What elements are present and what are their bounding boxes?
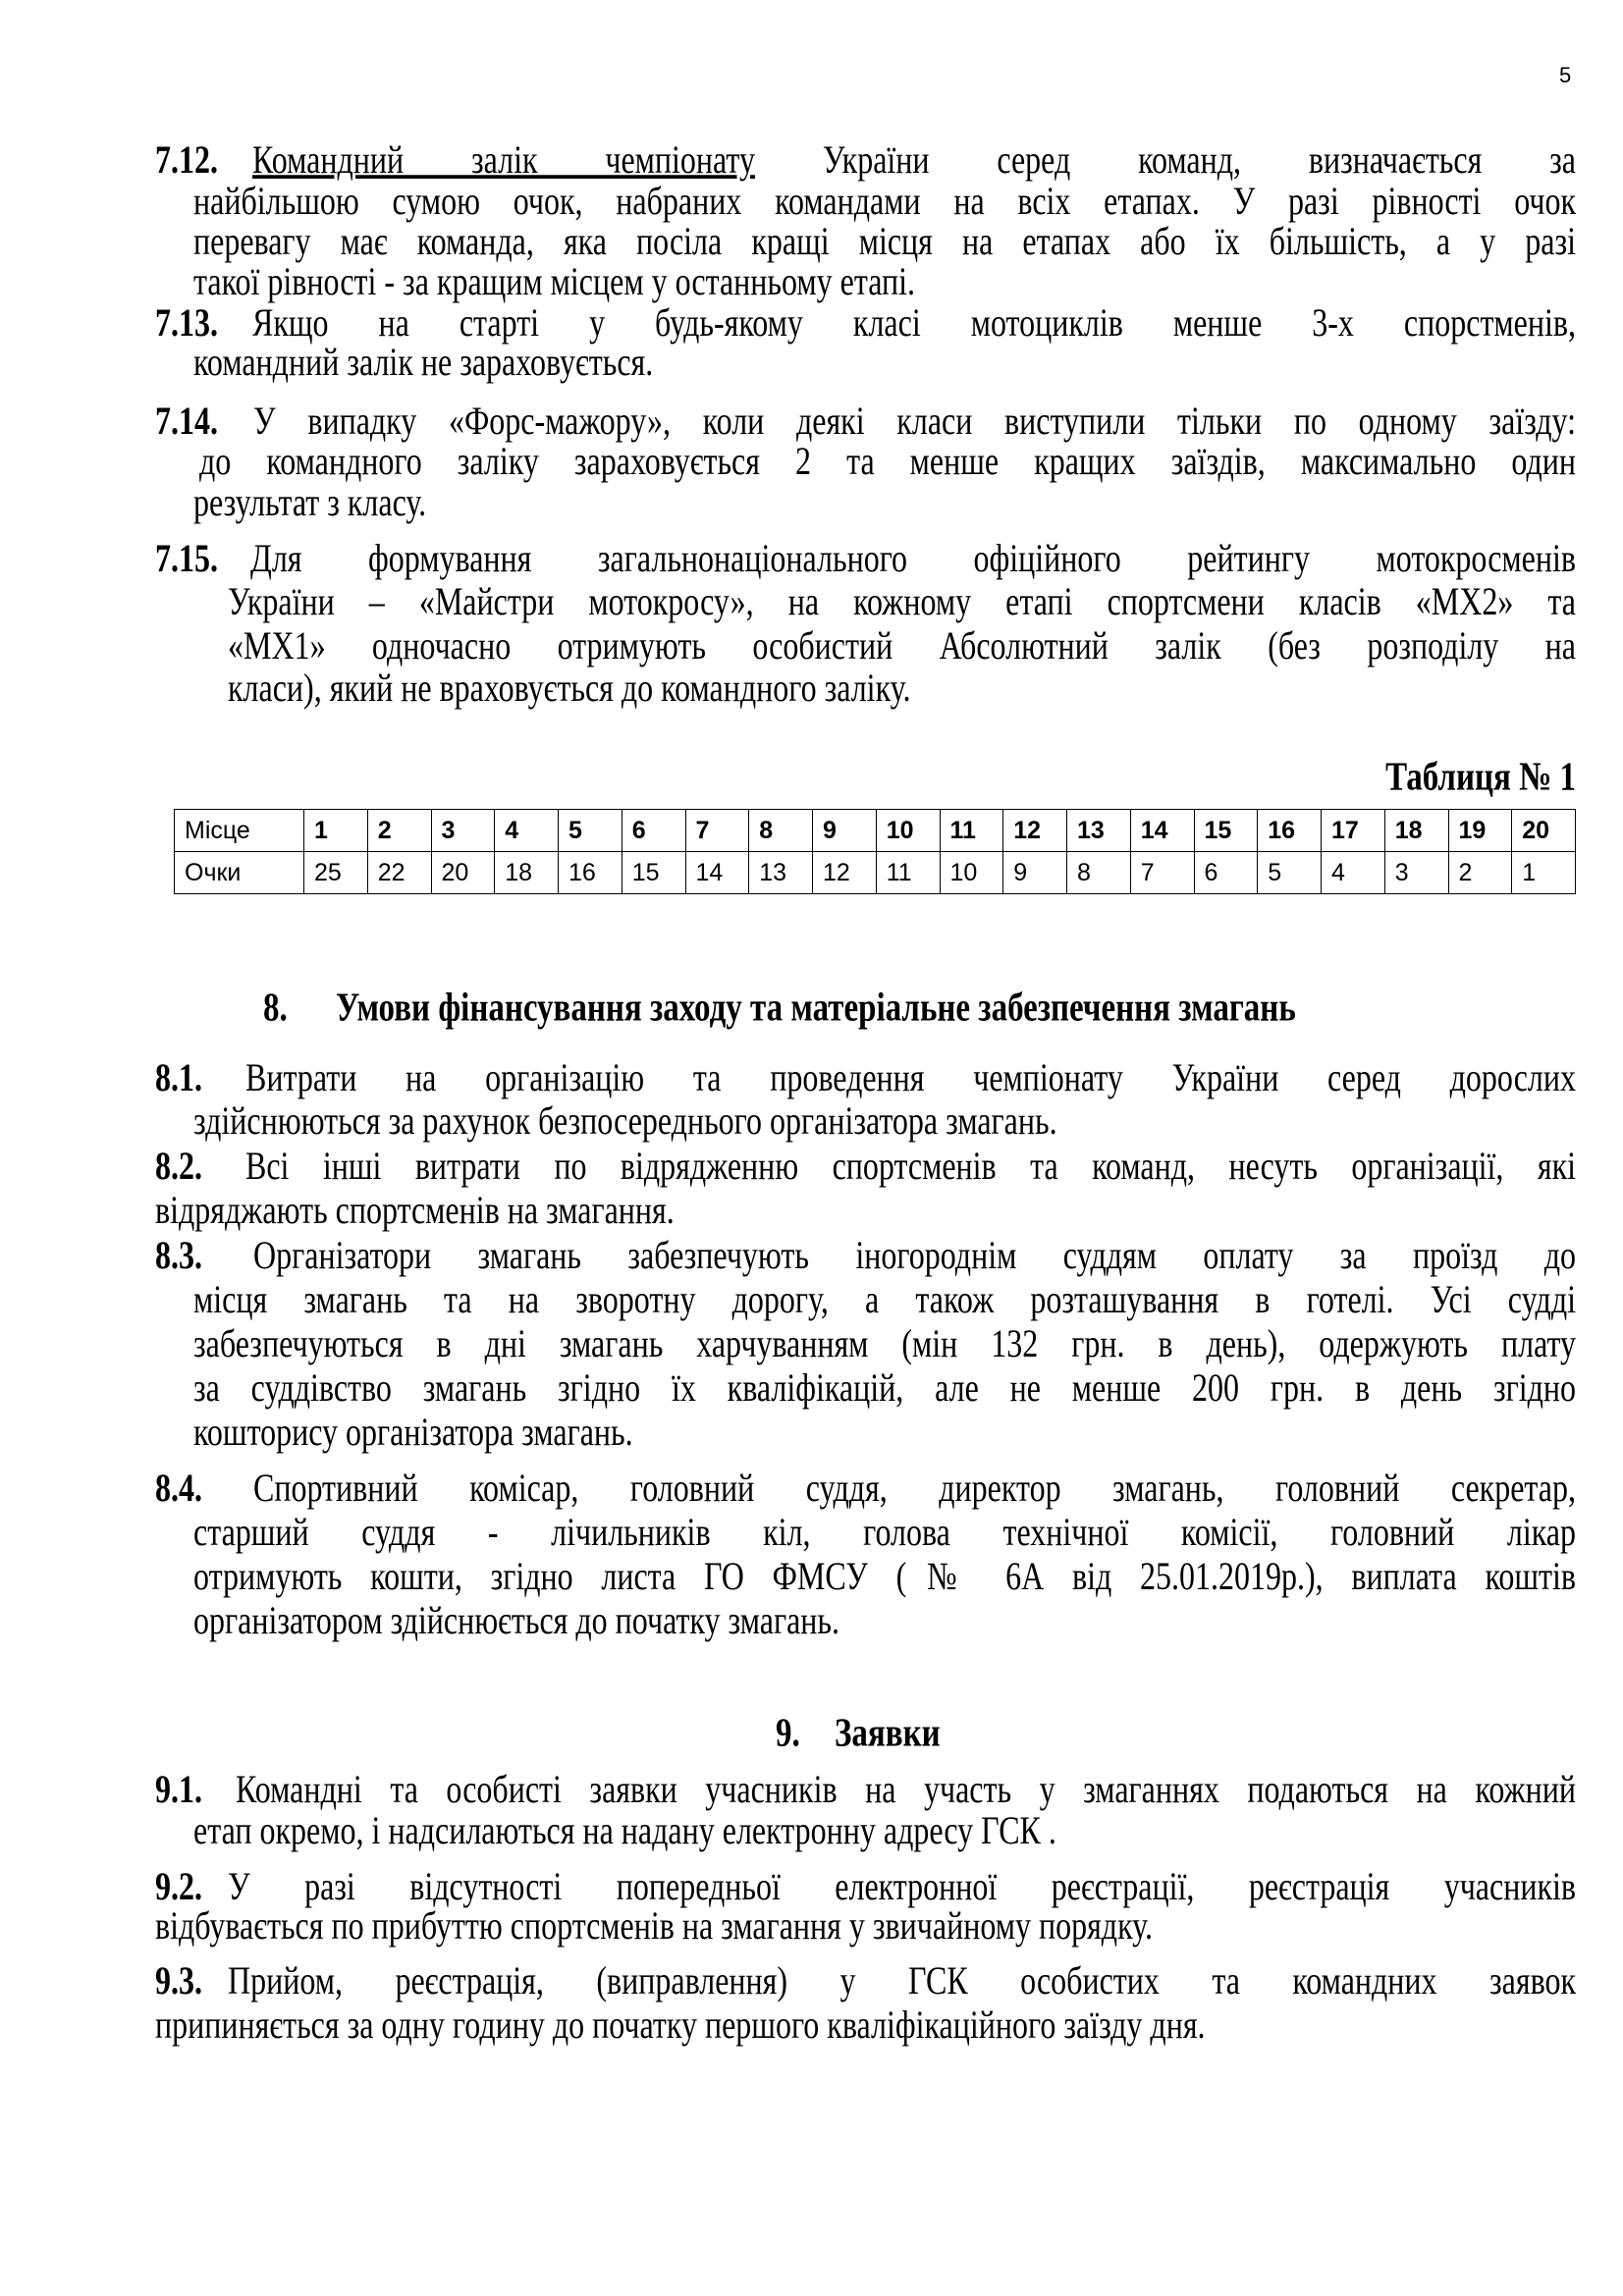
table-cell: 17 (1322, 810, 1385, 852)
section-9-heading: Заявки (835, 1711, 941, 1756)
clause-line: Спортивний комісар, головний суддя, директор змагань, головний секретар, (253, 1465, 1576, 1510)
underlined-term: Командний залік чемпіонату (252, 136, 755, 182)
table-cell: 1 (304, 810, 368, 852)
clause-number: 8.3. (155, 1232, 202, 1277)
table-cell: 15 (622, 852, 685, 894)
table-cell: 18 (1384, 810, 1448, 852)
table-cell: 4 (1322, 852, 1385, 894)
table-cell: 10 (876, 810, 940, 852)
table-cell: 7 (685, 810, 749, 852)
section-9-number: 9. (776, 1711, 800, 1756)
clause-line: Прийом, реєстрація, (виправлення) у ГСК особистих та командних заявок (228, 1957, 1576, 2002)
section-8-heading: Умови фінансування заходу та матеріальне забезпечення змагань (336, 986, 1296, 1031)
clause-line: У разі відсутності попередньої електронної реєстрації, реєстрація учасників (228, 1863, 1576, 1908)
clause-number: 9.3. (155, 1957, 202, 2002)
table-cell: 20 (1512, 810, 1576, 852)
table-cell: 9 (813, 810, 877, 852)
clause-number: 7.13. (155, 299, 218, 345)
clause-line: етап окремо, і надсилаються на надану електронну адресу ГСК . (193, 1807, 1056, 1852)
table-cell: 18 (495, 852, 559, 894)
clause-line: результат з класу. (193, 479, 427, 524)
table-cell: 13 (749, 852, 813, 894)
clause-line: командний залік не зараховується. (193, 339, 654, 384)
clause-number: 9.1. (155, 1766, 202, 1811)
clause-number: 7.12. (155, 136, 218, 182)
clause-line: Всі інші витрати по відрядженню спортсменів та команд, несуть організації, які (245, 1143, 1576, 1188)
table-cell: 20 (431, 852, 495, 894)
table-cell: 2 (1448, 852, 1512, 894)
clause-line: до командного заліку зараховується 2 та менше кращих заїздів, максимально один (199, 438, 1576, 483)
clause-number: 8.4. (155, 1465, 202, 1510)
table-cell: 3 (1384, 852, 1448, 894)
table-cell: 6 (622, 810, 685, 852)
clause-number: 8.1. (155, 1054, 202, 1099)
clause-line: такої рівності - за кращим місцем у останньому етапі. (193, 258, 916, 303)
table-cell: 7 (1130, 852, 1194, 894)
points-table (174, 809, 1576, 894)
clause-line: найбільшою сумою очок, набраних командами на всіх етапах. У разі рівності очок (193, 178, 1576, 223)
table-cell: 5 (559, 810, 622, 852)
clause-line: класи), який не враховується до командного заліку. (228, 665, 911, 710)
table-cell: 9 (1003, 852, 1067, 894)
page-number: 5 (1559, 63, 1572, 87)
row-header-cell: Очки (175, 852, 304, 894)
clause-line: Витрати на організацію та проведення чемпіонату України серед дорослих (245, 1054, 1576, 1099)
table-cell: 16 (559, 852, 622, 894)
clause-line: Командні та особисті заявки учасників на участь у змаганнях подаються на кожний (236, 1766, 1576, 1811)
clause-line: за суддівство змагань згідно їх кваліфікацій, але не менше 200 грн. в день згідно (193, 1364, 1576, 1410)
table-cell: 2 (367, 810, 431, 852)
table-cell: 3 (431, 810, 495, 852)
table-cell: 13 (1067, 810, 1131, 852)
table-cell: 11 (940, 810, 1003, 852)
table-cell: 1 (1512, 852, 1576, 894)
clause-line: відбувається по прибуттю спортсменів на змагання у звичайному порядку. (155, 1902, 1153, 1948)
table-title: Таблиця № 1 (1385, 755, 1576, 800)
clause-line: місця змагань та на зворотну дорогу, а також розташування в готелі. Усі судді (193, 1276, 1576, 1321)
table-cell: 12 (1003, 810, 1067, 852)
table-cell: 25 (304, 852, 368, 894)
table-cell: 8 (1067, 852, 1131, 894)
table-cell: 14 (685, 852, 749, 894)
clause-line: кошторису організатора змагань. (193, 1409, 633, 1454)
row-header-cell: Місце (175, 810, 304, 852)
clause-line: Організатори змагань забезпечують іногороднім суддям оплату за проїзд до (253, 1232, 1576, 1277)
clause-line: отримують кошти, згідно листа ГО ФМСУ (№ 6А від 25.01.2019р.), виплата коштів (193, 1553, 1576, 1598)
table-cell: 15 (1194, 810, 1258, 852)
table-cell: 19 (1448, 810, 1512, 852)
table-cell: 11 (876, 852, 940, 894)
clause-number: 8.2. (155, 1143, 202, 1188)
clause-number: 9.2. (155, 1863, 202, 1908)
clause-line: У випадку «Форс-мажору», коли деякі класи виступили тільки по одному заїзду: (253, 398, 1576, 443)
clause-line: старший суддя - лічильників кіл, голова технічної комісії, головний лікар (193, 1509, 1576, 1554)
clause-line: забезпечуються в дні змагань харчуванням (мін 132 грн. в день), одержують плату (193, 1320, 1576, 1365)
clause-line: відряджають спортсменів на змагання. (155, 1187, 675, 1232)
clause-line: Якщо на старті у будь-якому класі мотоциклів менше 3-х спорстменів, (252, 299, 1576, 345)
table-cell: 16 (1258, 810, 1322, 852)
clause-line: припиняється за одну годину до початку першого кваліфікаційного заїзду дня. (155, 2002, 1206, 2047)
table-cell: 4 (495, 810, 559, 852)
table-row (175, 810, 1576, 852)
clause-line: Для формування загальнонаціонального офіційного рейтингу мотокросменів (250, 535, 1576, 580)
clause-text: України серед команд, визначається за (754, 136, 1576, 182)
table-cell: 8 (749, 810, 813, 852)
section-8-number: 8. (263, 986, 288, 1031)
table-cell: 22 (367, 852, 431, 894)
clause-line: здійснюються за рахунок безпосереднього організатора змагань. (193, 1097, 1057, 1143)
clause-line: «МХ1» одночасно отримують особистий Абсолютний залік (без розподілу на (228, 622, 1576, 667)
table-cell: 14 (1130, 810, 1194, 852)
clause-line: перевагу має команда, яка посіла кращі місця на етапах або їх більшість, а у разі (193, 218, 1576, 263)
table-row (175, 852, 1576, 894)
clause-line: організатором здійснюється до початку змагань. (193, 1597, 839, 1642)
table-cell: 12 (813, 852, 877, 894)
table-cell: 10 (940, 852, 1003, 894)
clause-number: 7.14. (155, 398, 218, 443)
clause-line: України – «Майстри мотокросу», на кожному етапі спортсмени класів «МХ2» та (228, 578, 1576, 623)
clause-number: 7.15. (155, 535, 218, 580)
table-cell: 5 (1258, 852, 1322, 894)
table-cell: 6 (1194, 852, 1258, 894)
